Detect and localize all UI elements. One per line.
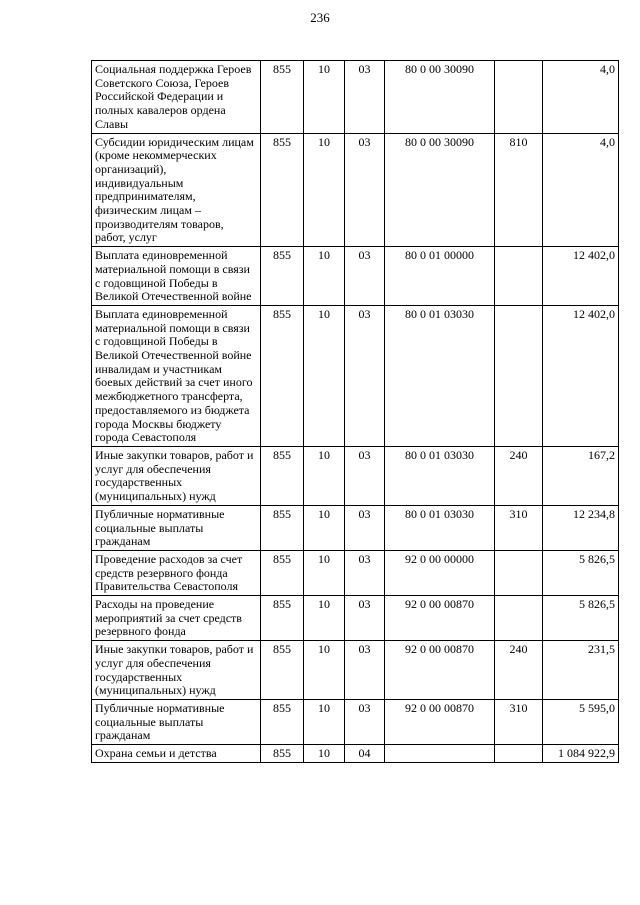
- row-amount-cell: 4,0: [543, 133, 619, 247]
- row-subsection-cell: 03: [345, 699, 385, 744]
- row-grbs-cell: 855: [261, 446, 304, 505]
- table-row: [92, 641, 619, 700]
- row-expense-type-cell: [495, 247, 543, 306]
- row-target-article-cell: 80 0 01 03030: [385, 305, 495, 446]
- table-row: [92, 699, 619, 744]
- row-section-cell: 10: [304, 505, 345, 550]
- row-subsection-cell: 03: [345, 641, 385, 700]
- row-amount-cell: 12 234,8: [543, 505, 619, 550]
- row-subsection-cell: 03: [345, 446, 385, 505]
- row-subsection-cell: 03: [345, 305, 385, 446]
- row-grbs-cell: 855: [261, 550, 304, 595]
- table-row: [92, 505, 619, 550]
- row-name-cell: Иные закупки товаров, работ и услуг для обеспечения государственных (муниципальных) нужд: [92, 641, 261, 700]
- row-name-cell: Публичные нормативные социальные выплаты гражданам: [92, 505, 261, 550]
- row-section-cell: 10: [304, 641, 345, 700]
- row-target-article-cell: 80 0 00 30090: [385, 133, 495, 247]
- row-subsection-cell: 04: [345, 745, 385, 763]
- row-section-cell: 10: [304, 61, 345, 134]
- row-grbs-cell: 855: [261, 133, 304, 247]
- row-subsection-cell: 03: [345, 133, 385, 247]
- table-row: [92, 550, 619, 595]
- row-name-cell: Публичные нормативные социальные выплаты гражданам: [92, 699, 261, 744]
- row-section-cell: 10: [304, 550, 345, 595]
- row-section-cell: 10: [304, 133, 345, 247]
- row-name-cell: Выплата единовременной материальной помощи в связи с годовщиной Победы в Великой Отечественной войне: [92, 247, 261, 306]
- row-amount-cell: 4,0: [543, 61, 619, 134]
- row-expense-type-cell: [495, 596, 543, 641]
- row-target-article-cell: 80 0 01 03030: [385, 505, 495, 550]
- row-grbs-cell: 855: [261, 641, 304, 700]
- row-expense-type-cell: [495, 550, 543, 595]
- table-row: [92, 247, 619, 306]
- row-expense-type-cell: 240: [495, 446, 543, 505]
- table-row: [92, 596, 619, 641]
- row-expense-type-cell: 810: [495, 133, 543, 247]
- row-expense-type-cell: 310: [495, 505, 543, 550]
- row-name-cell: Субсидии юридическим лицам (кроме некоммерческих организаций), индивидуальным предпринимателям, физическим лицам – производителям товаров, работ, услуг: [92, 133, 261, 247]
- page-number: 236: [310, 10, 330, 25]
- table-row: [92, 133, 619, 247]
- row-grbs-cell: 855: [261, 505, 304, 550]
- row-expense-type-cell: 240: [495, 641, 543, 700]
- row-grbs-cell: 855: [261, 305, 304, 446]
- row-section-cell: 10: [304, 305, 345, 446]
- row-expense-type-cell: [495, 305, 543, 446]
- row-name-cell: Охрана семьи и детства: [92, 745, 261, 763]
- table-row: [92, 446, 619, 505]
- row-expense-type-cell: [495, 745, 543, 763]
- row-subsection-cell: 03: [345, 596, 385, 641]
- row-amount-cell: 5 826,5: [543, 550, 619, 595]
- row-target-article-cell: 92 0 00 00870: [385, 641, 495, 700]
- row-section-cell: 10: [304, 446, 345, 505]
- row-subsection-cell: 03: [345, 505, 385, 550]
- budget-table: [91, 60, 619, 763]
- row-name-cell: Расходы на проведение мероприятий за счет средств резервного фонда: [92, 596, 261, 641]
- row-target-article-cell: 92 0 00 00870: [385, 699, 495, 744]
- row-section-cell: 10: [304, 596, 345, 641]
- row-subsection-cell: 03: [345, 61, 385, 134]
- row-section-cell: 10: [304, 745, 345, 763]
- row-amount-cell: 12 402,0: [543, 305, 619, 446]
- row-section-cell: 10: [304, 699, 345, 744]
- row-grbs-cell: 855: [261, 61, 304, 134]
- row-grbs-cell: 855: [261, 699, 304, 744]
- table-row: [92, 305, 619, 446]
- row-grbs-cell: 855: [261, 596, 304, 641]
- row-amount-cell: 231,5: [543, 641, 619, 700]
- row-target-article-cell: 92 0 00 00000: [385, 550, 495, 595]
- row-name-cell: Иные закупки товаров, работ и услуг для обеспечения государственных (муниципальных) нужд: [92, 446, 261, 505]
- row-amount-cell: 5 595,0: [543, 699, 619, 744]
- budget-table-body: [92, 61, 619, 763]
- row-subsection-cell: 03: [345, 247, 385, 306]
- row-expense-type-cell: 310: [495, 699, 543, 744]
- row-subsection-cell: 03: [345, 550, 385, 595]
- row-target-article-cell: 80 0 00 30090: [385, 61, 495, 134]
- row-amount-cell: 1 084 922,9: [543, 745, 619, 763]
- row-target-article-cell: 92 0 00 00870: [385, 596, 495, 641]
- row-name-cell: Социальная поддержка Героев Советского Союза, Героев Российской Федерации и полных кавалеров ордена Славы: [92, 61, 261, 134]
- table-row: [92, 745, 619, 763]
- row-target-article-cell: 80 0 01 00000: [385, 247, 495, 306]
- row-amount-cell: 5 826,5: [543, 596, 619, 641]
- row-name-cell: Проведение расходов за счет средств резервного фонда Правительства Севастополя: [92, 550, 261, 595]
- row-grbs-cell: 855: [261, 745, 304, 763]
- row-grbs-cell: 855: [261, 247, 304, 306]
- row-expense-type-cell: [495, 61, 543, 134]
- table-row: [92, 61, 619, 134]
- row-target-article-cell: 80 0 01 03030: [385, 446, 495, 505]
- row-name-cell: Выплата единовременной материальной помощи в связи с годовщиной Победы в Великой Отечественной войне инвалидам и участникам боевых действий за счет иного межбюджетного трансферта, предоставляемого из бюджета города Москвы бюджету города Севастополя: [92, 305, 261, 446]
- row-amount-cell: 12 402,0: [543, 247, 619, 306]
- row-amount-cell: 167,2: [543, 446, 619, 505]
- row-section-cell: 10: [304, 247, 345, 306]
- row-target-article-cell: [385, 745, 495, 763]
